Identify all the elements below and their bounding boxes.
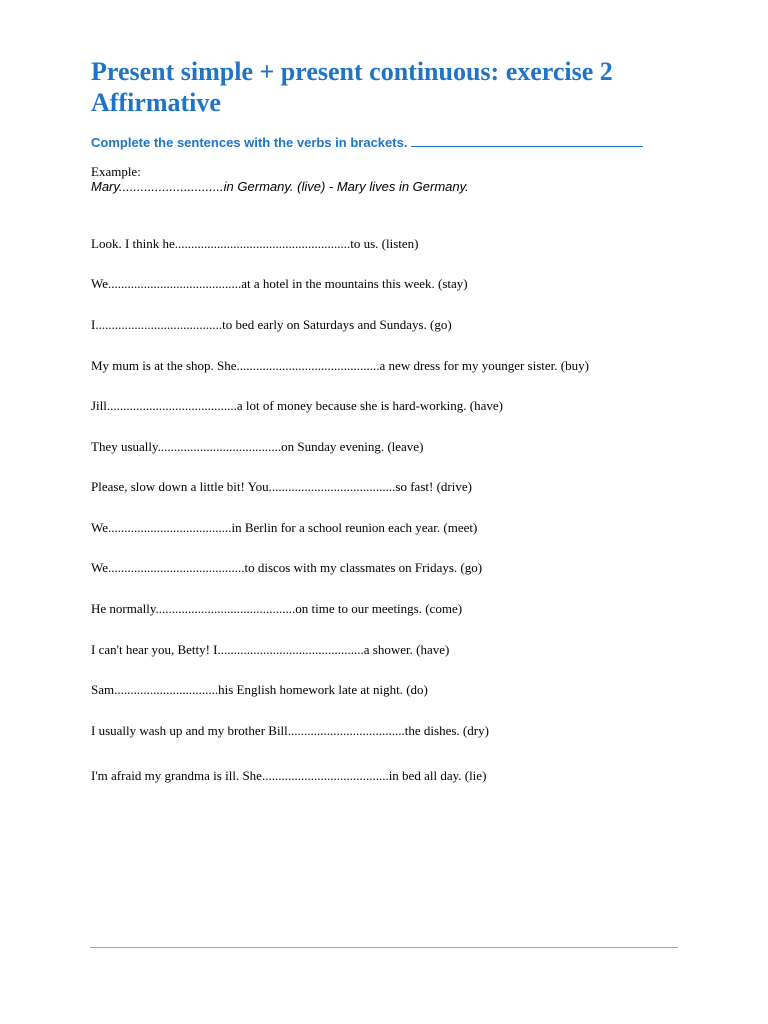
instruction-text: Complete the sentences with the verbs in brackets. bbox=[91, 135, 408, 150]
exercise-sentence-8: We......................................in Berlin for a school reunion each year. (meet) bbox=[91, 520, 478, 535]
footer-divider bbox=[90, 947, 678, 948]
example-sentence: Mary.............................in Germany. (live) - Mary lives in Germany. bbox=[91, 179, 469, 194]
instruction bbox=[91, 133, 643, 152]
exercise-sentence-9: We..........................................to discos with my classmates on Fridays. (go) bbox=[91, 560, 483, 575]
exercise-sentence-12: Sam................................his English homework late at night. (do) bbox=[91, 682, 428, 697]
exercise-sentence-7: Please, slow down a little bit! You.......................................so fast! (drive) bbox=[91, 479, 472, 494]
title-line-2: Affirmative bbox=[91, 88, 221, 117]
exercise-sentence-4: My mum is at the shop. She............................................a new dress for my younger sister. (buy) bbox=[91, 358, 589, 373]
exercise-sentence-10: He normally...........................................on time to our meetings. (come) bbox=[91, 601, 463, 616]
exercise-sentence-1: Look. I think he......................................................to us. (listen) bbox=[91, 236, 419, 251]
title-line-1: Present simple + present continuous: exercise 2 bbox=[91, 57, 613, 86]
exercise-sentence-6: They usually......................................on Sunday evening. (leave) bbox=[91, 439, 424, 454]
exercise-sentence-5: Jill........................................a lot of money because she is hard-working. (have) bbox=[91, 398, 503, 413]
exercise-sentence-11: I can't hear you, Betty! I.............................................a shower. (have) bbox=[91, 642, 450, 657]
exercise-sentence-14: I'm afraid my grandma is ill. She.......................................in bed all day. (lie) bbox=[91, 768, 487, 783]
exercise-sentence-2: We.........................................at a hotel in the mountains this week. (stay) bbox=[91, 276, 468, 291]
exercise-sentence-3: I.......................................to bed early on Saturdays and Sundays. (go) bbox=[91, 317, 452, 332]
page-title bbox=[91, 56, 613, 118]
example-label: Example: bbox=[91, 164, 141, 179]
instruction-underline bbox=[411, 133, 643, 147]
exercise-sentence-13: I usually wash up and my brother Bill....................................the dishes. (dry) bbox=[91, 723, 489, 738]
